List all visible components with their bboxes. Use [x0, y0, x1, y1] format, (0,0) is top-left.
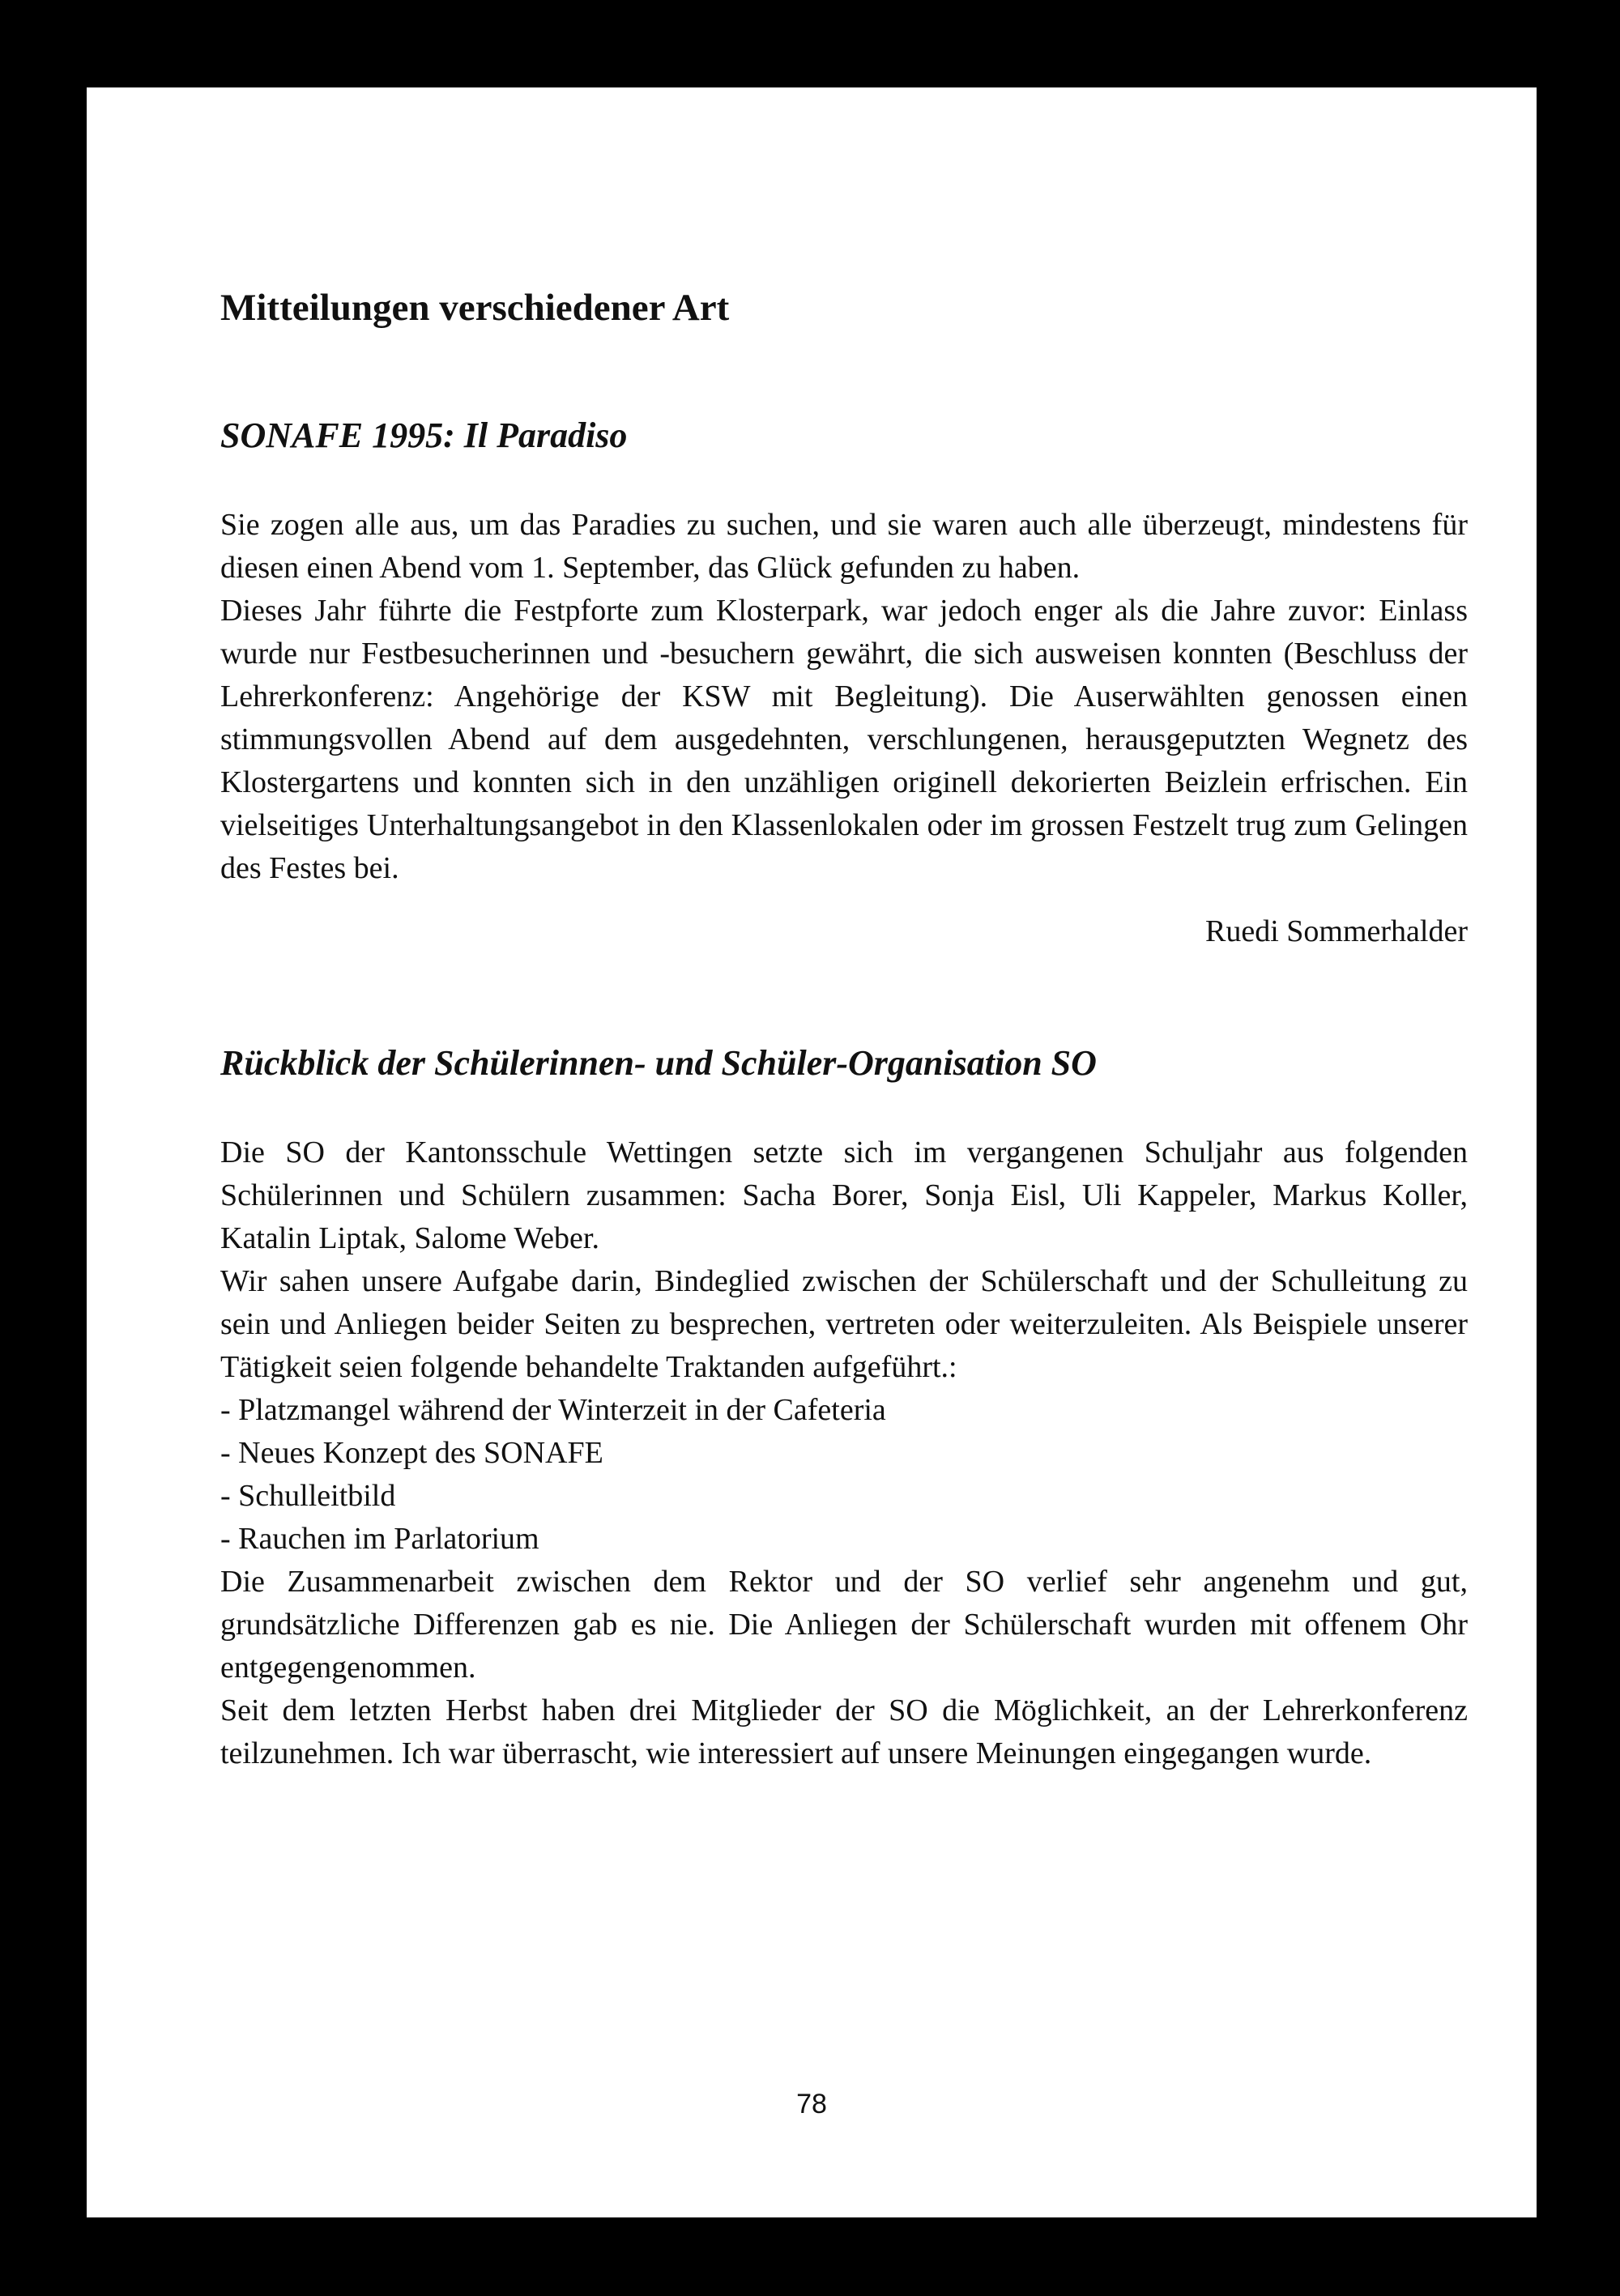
author-signature: Ruedi Sommerhalder — [1205, 914, 1468, 948]
paragraph: Die SO der Kantonsschule Wettingen setzte sich im vergangenen Schuljahr aus folgenden Schülerinnen und Schülern zusammen: Sacha Borer, Sonja Eisl, Uli Kappeler, Markus Koller, Katalin Liptak, Salome Weber. — [220, 1135, 1468, 1255]
paragraph: Dieses Jahr führte die Festpforte zum Klosterpark, war jedoch enger als die Jahre zuvor: Einlass wurde nur Festbesucherinnen und -besuchern gewährt, die sich ausweisen konnten (Beschluss der Lehrerkonferenz: Angehörige der KSW mit Begleitung). Die Auserwählten genossen einen stimmungsvollen Abend auf dem ausgedehnten, verschlungenen, herausgeputzten Wegnetz des Klostergartens und konnten sich in den unzähligen originell dekorierten Beizlein erfrischen. Ein vielseitiges Unterhaltungsangebot in den Klassenlokalen oder im grossen Festzelt trug zum Gelingen des Festes bei. — [220, 594, 1468, 885]
paragraph: Wir sahen unsere Aufgabe darin, Bindeglied zwischen der Schülerschaft und der Schulleitung zu sein und Anliegen beider Seiten zu besprechen, vertreten oder weiterzuleiten. Als Beispiele unserer Tätigkeit seien folgende behandelte Traktanden aufgeführt.: — [220, 1264, 1468, 1384]
section-body-so-review — [220, 1131, 1468, 1775]
section-title-so-review: Rückblick der Schülerinnen- und Schüler-Organisation SO — [220, 1043, 1097, 1083]
list-item: - Rauchen im Parlatorium — [220, 1522, 539, 1556]
section-body-sonafe — [220, 504, 1468, 953]
section-title-sonafe: SONAFE 1995: Il Paradiso — [220, 415, 628, 455]
list-item: - Neues Konzept des SONAFE — [220, 1436, 603, 1470]
paragraph: Die Zusammenarbeit zwischen dem Rektor und der SO verlief sehr angenehm und gut, grundsätzliche Differenzen gab es nie. Die Anliegen der Schülerschaft wurden mit offenem Ohr entgegengenommen. — [220, 1565, 1468, 1685]
list-item: - Schulleitbild — [220, 1479, 396, 1513]
document-page — [87, 87, 1537, 2217]
page-title: Mitteilungen verschiedener Art — [220, 287, 730, 329]
paragraph: Seit dem letzten Herbst haben drei Mitglieder der SO die Möglichkeit, an der Lehrerkonferenz teilzunehmen. Ich war überrascht, wie interessiert auf unsere Meinungen eingegangen wurde. — [220, 1693, 1468, 1770]
list-item: - Platzmangel während der Winterzeit in der Cafeteria — [220, 1393, 886, 1427]
page-content — [220, 283, 1468, 1775]
paragraph: Sie zogen alle aus, um das Paradies zu suchen, und sie waren auch alle überzeugt, mindestens für diesen einen Abend vom 1. September, das Glück gefunden zu haben. — [220, 508, 1468, 585]
page-number: 78 — [796, 2089, 827, 2119]
